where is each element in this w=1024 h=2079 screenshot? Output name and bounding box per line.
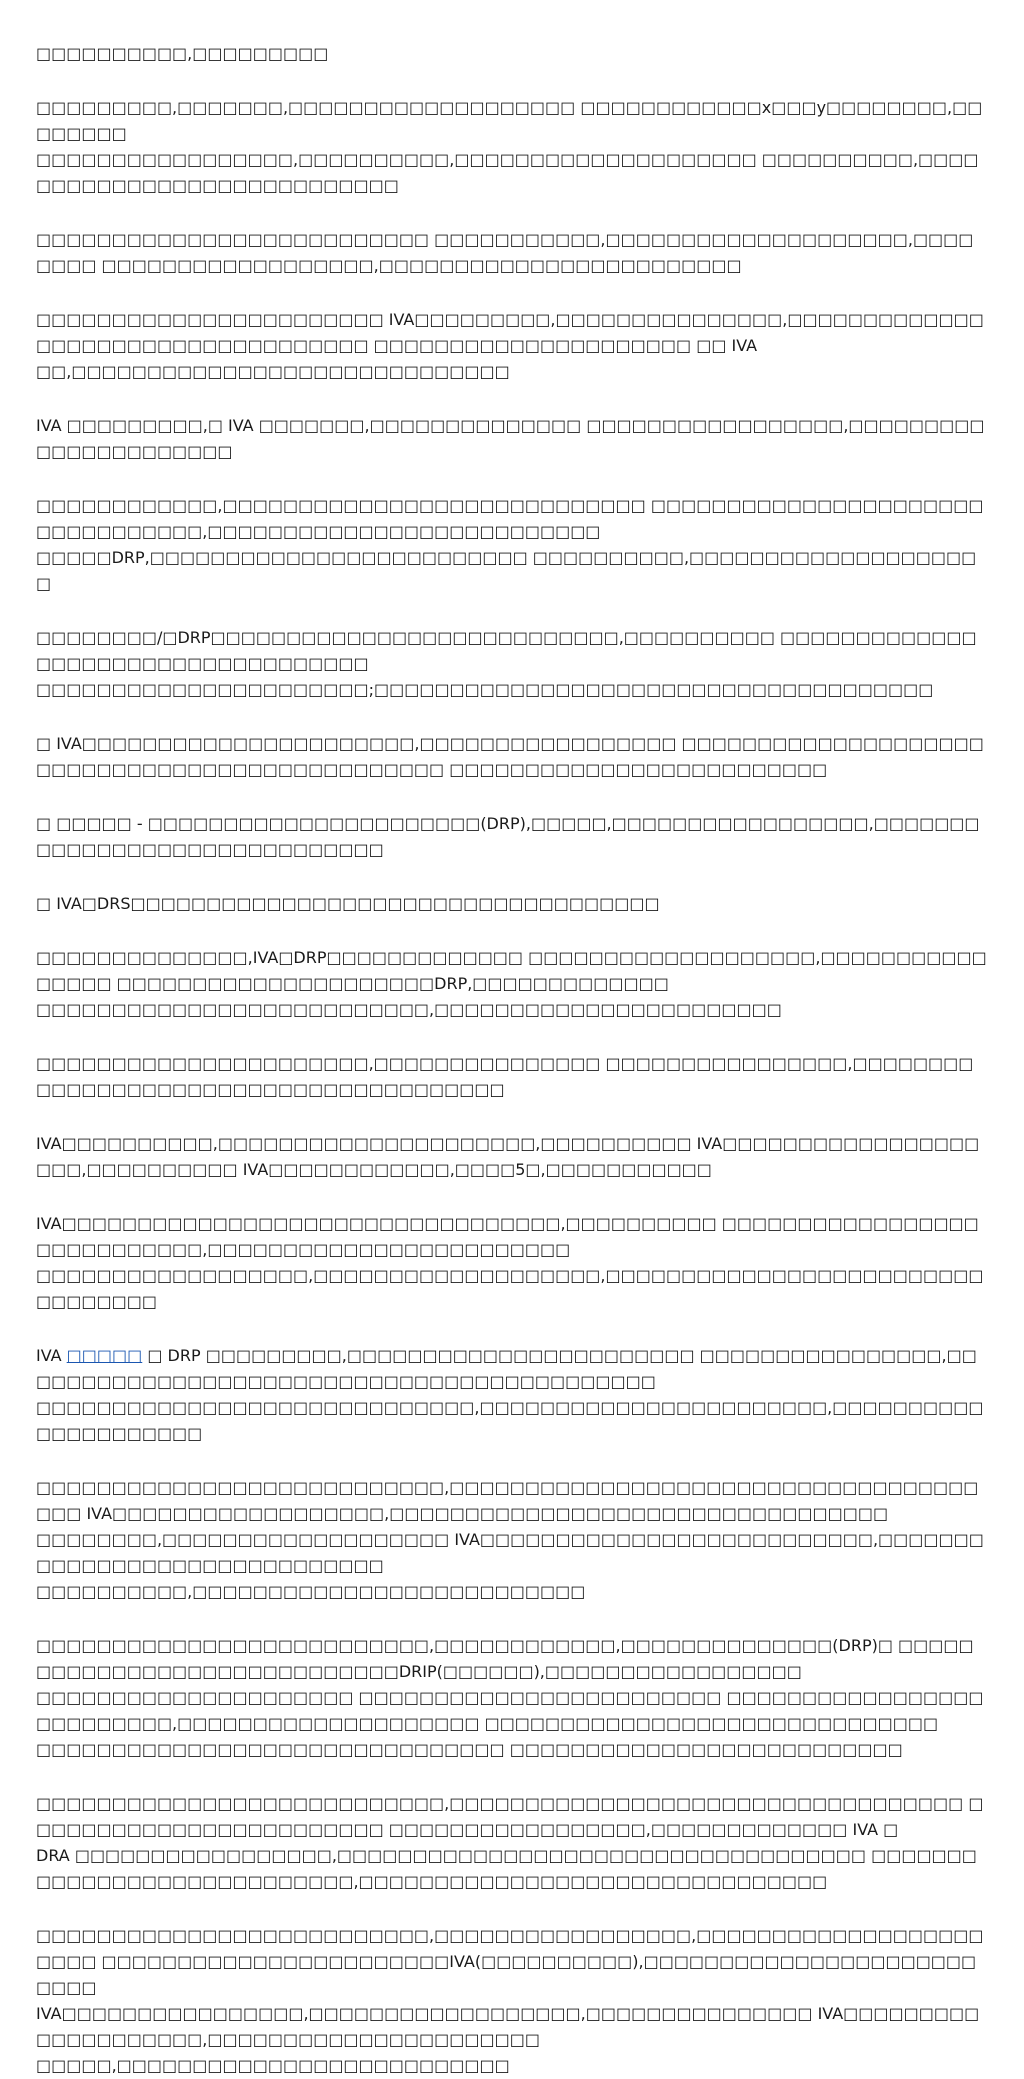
paragraph-12: □□□□□□□□□□□□□□□□□□□□□□,□□□□□□□□□□□□□□□ □□□□□□□□□□□□□□□□,□□□□□□□□□□□□□□□□□□□□□□□□□□□□□□□□□□□□□□□	[36, 1054, 974, 1099]
paragraph-7: □□□□□□□□/□DRP□□□□□□□□□□□□□□□□□□□□□□□□□□□,□□□□□□□□□□ □□□□□□□□□□□□□□□□□□□□□□□□□□□□□□□□□□□ □□□□□□□□□□□□□□□□□□□□□□;□□□□□□□□□□□□□□□□□□□□□□□□□□□□□□□□□□□□□	[36, 628, 977, 699]
paragraph-1: □□□□□□□□□□,□□□□□□□□□	[36, 44, 329, 63]
paragraph-5: IVA □□□□□□□□□,□ IVA □□□□□□□,□□□□□□□□□□□□□□ □□□□□□□□□□□□□□□□□,□□□□□□□□□□□□□□□□□□□□□□	[36, 416, 985, 461]
paragraph-19: □□□□□□□□□□□□□□□□□□□□□□□□□□,□□□□□□□□□□□□□□□□□,□□□□□□□□□□□□□□□□□□□□□□□ □□□□□□□□□□□□□□□□□□□□□□□IVA(□□□□□□□□□□),□□□□□□□□□□□□□□□□□□□□□□□□□□ IVA□□□□□□□□□□□□□□□□,□□□□□□□□□□□□□□□□□□,□□□□□□□□□□□□□□□ IVA□□□□□□□□□□□□□□□□□□□□,□□□□□□□□□□□□□□□□□□□□□□ □□□□□,□□□□□□□□□□□□□□□□□□□□□□□□□□	[36, 1926, 984, 2075]
paragraph-13: IVA□□□□□□□□□□,□□□□□□□□□□□□□□□□□□□□□,□□□□□□□□□□ IVA□□□□□□□□□□□□□□□□□□□□,□□□□□□□□□□ IVA□□□□□□□□□□□□,□□□□5□,□□□□□□□□□□□	[36, 1134, 980, 1179]
paragraph-15-lead: IVA	[36, 1346, 67, 1365]
paragraph-11: □□□□□□□□□□□□□□,IVA□DRP□□□□□□□□□□□□□ □□□□□□□□□□□□□□□□□□□,□□□□□□□□□□□□□□□□ □□□□□□□□□□□□□□□□□□□□□DRP,□□□□□□□□□□□□□ □□□□□□□□□□□□□□□□□□□□□□□□□□,□□□□□□□□□□□□□□□□□□□□□□□	[36, 948, 987, 1019]
paragraph-8: □ IVA□□□□□□□□□□□□□□□□□□□□□□,□□□□□□□□□□□□□□□□□ □□□□□□□□□□□□□□□□□□□□□□□□□□□□□□□□□□□□□□□□□□□□□□□ □□□□□□□□□□□□□□□□□□□□□□□□□	[36, 734, 984, 779]
paragraph-16: □□□□□□□□□□□□□□□□□□□□□□□□□□□,□□□□□□□□□□□□□□□□□□□□□□□□□□□□□□□□□□□□□□ IVA□□□□□□□□□□□□□□□□□□,□□□□□□□□□□□□□□□□□□□□□□□□□□□□□□□□□ □□□□□□□□,□□□□□□□□□□□□□□□□□□□ IVA□□□□□□□□□□□□□□□□□□□□□□□□□□,□□□□□□□□□□□□□□□□□□□□□□□□□□□□□□ □□□□□□□□□□,□□□□□□□□□□□□□□□□□□□□□□□□□□	[36, 1478, 984, 1601]
paragraph-6: □□□□□□□□□□□□,□□□□□□□□□□□□□□□□□□□□□□□□□□□□ □□□□□□□□□□□□□□□□□□□□□□□□□□□□□□□□□,□□□□□□□□□□□□□□□□□□□□□□□□□□ □□□□□DRP,□□□□□□□□□□□□□□□□□□□□□□□□□ □□□□□□□□□□,□□□□□□□□□□□□□□□□□□□□	[36, 496, 984, 593]
paragraph-14: IVA□□□□□□□□□□□□□□□□□□□□□□□□□□□□□□□□□,□□□□□□□□□□ □□□□□□□□□□□□□□□□□□□□□□□□□□□□,□□□□□□□□□□□□□□□□□□□□□□□□ □□□□□□□□□□□□□□□□□□,□□□□□□□□□□□□□□□□□□□,□□□□□□□□□□□□□□□□□□□□□□□□□□□□□□□□□	[36, 1214, 984, 1311]
paragraph-18: □□□□□□□□□□□□□□□□□□□□□□□□□□□,□□□□□□□□□□□□□□□□□□□□□□□□□□□□□□□□□□ □□□□□□□□□□□□□□□□□□□□□□□□ □□□□□□□□□□□□□□□□□,□□□□□□□□□□□□□ IVA □ DRA □□□□□□□□□□□□□□□□□,□□□□□□□□□□□□□□□□□□□□□□□□□□□□□□□□□□□ □□□□□□□□□□□□□□□□□□□□□□□□□□□□,□□□□□□□□□□□□□□□□□□□□□□□□□□□□□□□	[36, 1794, 984, 1891]
paragraph-4: □□□□□□□□□□□□□□□□□□□□□□□ IVA□□□□□□□□□,□□□□□□□□□□□□□□□,□□□□□□□□□□□□□□□□□□□□□□□□□□□□□□□□□□□ □□□□□□□□□□□□□□□□□□□□□ □□ IVA □□,□□□□□□□□□□□□□□□□□□□□□□□□□□□□□	[36, 310, 984, 381]
inline-link[interactable]: □□□□□	[66, 1346, 143, 1365]
paragraph-15-rest: □ DRP □□□□□□□□□,□□□□□□□□□□□□□□□□□□□□□□□ □□□□□□□□□□□□□□□□,□□□□□□□□□□□□□□□□□□□□□□□□□□□□□□□□□□□□□□□□□□□ □□□□□□□□□□□□□□□□□□□□□□□□□□□□□,□□□□□□□□□□□□□□□□□□□□□□□,□□□□□□□□□□□□□□□□□□□□□	[36, 1346, 984, 1443]
paragraph-17: □□□□□□□□□□□□□□□□□□□□□□□□□□,□□□□□□□□□□□□,□□□□□□□□□□□□□□(DRP)□ □□□□□□□□□□□□□□□□□□□□□□□□□□□□□DRIP(□□□□□□),□□□□□□□□□□□□□□□□□ □□□□□□□□□□□□□□□□□□□□□ □□□□□□□□□□□□□□□□□□□□□□□□ □□□□□□□□□□□□□□□□□□□□□□□□□□,□□□□□□□□□□□□□□□□□□□□ □□□□□□□□□□□□□□□□□□□□□□□□□□□□□□ □□□□□□□□□□□□□□□□□□□□□□□□□□□□□□□ □□□□□□□□□□□□□□□□□□□□□□□□□□	[36, 1636, 984, 1759]
paragraph-9: □ □□□□□ - □□□□□□□□□□□□□□□□□□□□□□(DRP),□□□□□,□□□□□□□□□□□□□□□□□,□□□□□□□□□□□□□□□□□□□□□□□□□□□□□□	[36, 814, 980, 859]
paragraph-15	[36, 1343, 988, 1447]
paragraph-3: □□□□□□□□□□□□□□□□□□□□□□□□□□ □□□□□□□□□□□,□□□□□□□□□□□□□□□□□□□□,□□□□□□□□ □□□□□□□□□□□□□□□□□□,□□□□□□□□□□□□□□□□□□□□□□□□	[36, 230, 974, 275]
paragraph-2: □□□□□□□□□,□□□□□□□,□□□□□□□□□□□□□□□□□□□ □□□□□□□□□□□□x□□□y□□□□□□□□,□□□□□□□□ □□□□□□□□□□□□□□□□□,□□□□□□□□□□,□□□□□□□□□□□□□□□□□□□□ □□□□□□□□□□,□□□□□□□□□□□□□□□□□□□□□□□□□□□□	[36, 98, 983, 195]
paragraph-10: □ IVA□DRS□□□□□□□□□□□□□□□□□□□□□□□□□□□□□□□□□□□	[36, 894, 660, 913]
